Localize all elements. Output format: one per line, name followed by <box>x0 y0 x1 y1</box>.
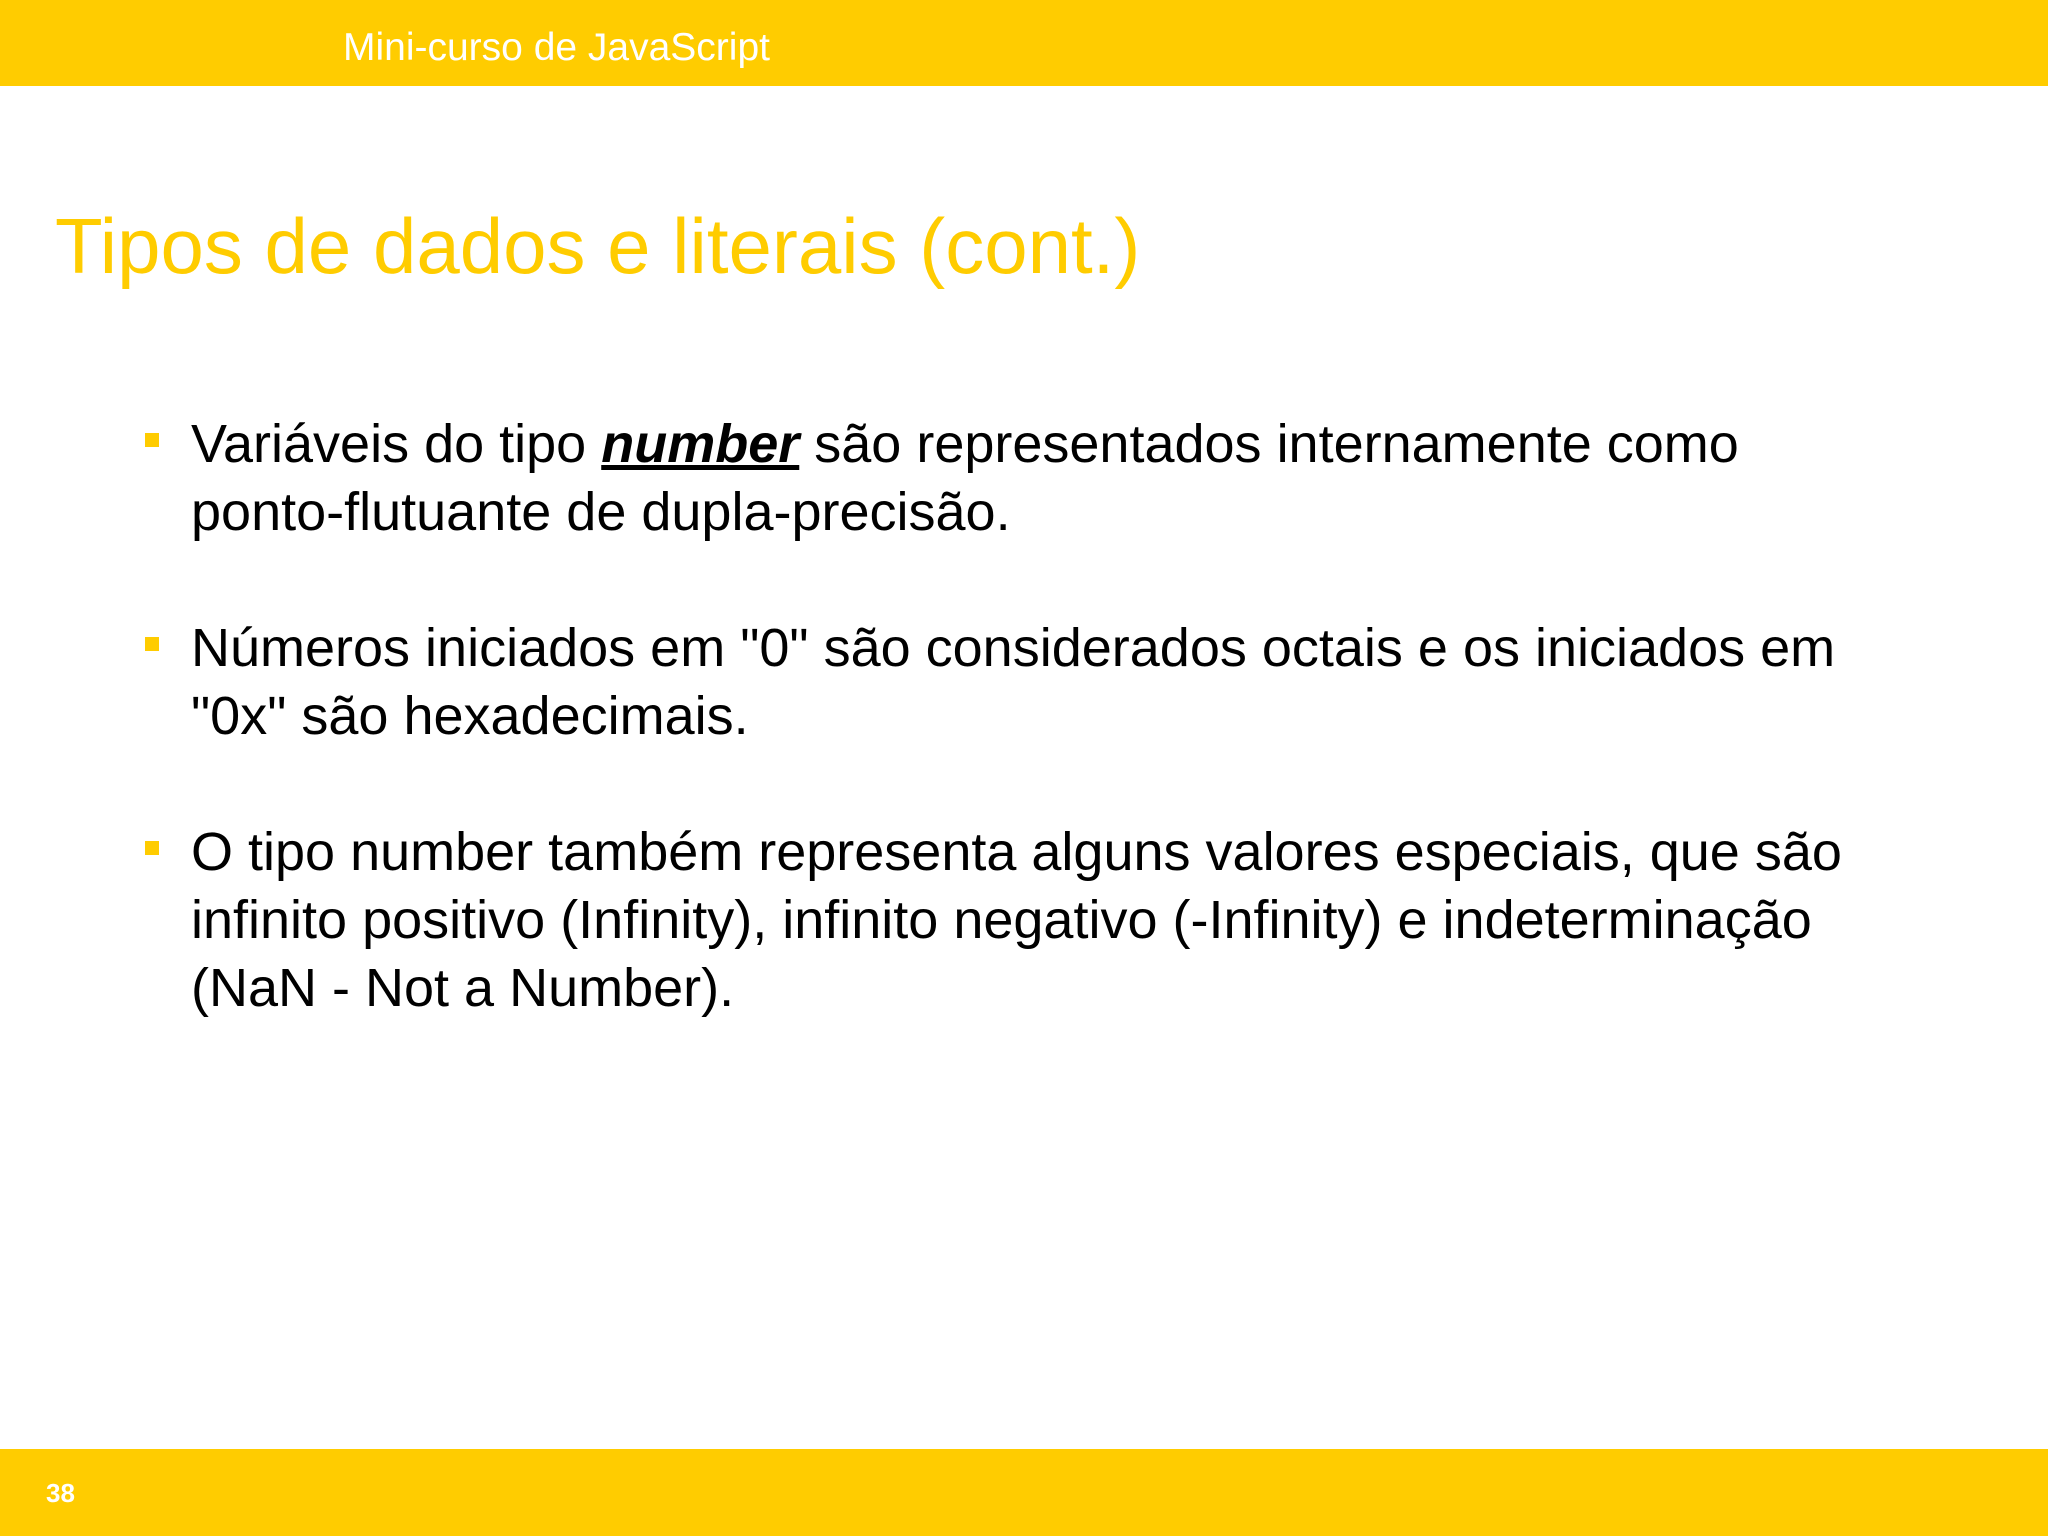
slide-title: Tipos de dados e literais (cont.) <box>55 202 1141 290</box>
square-bullet-icon <box>145 637 159 651</box>
bullet-item <box>143 818 1903 1022</box>
bullet-text: O tipo number também representa alguns valores especiais, que são infinito positivo (Infinity), infinito negativo (-Infinity) e indeterminação (NaN - Not a Number). <box>191 822 1842 1018</box>
footer-bar <box>0 1449 2048 1536</box>
bullet-text: Números iniciados em "0" são considerados octais e os iniciados em "0x" são hexadecimais. <box>191 618 1836 746</box>
bullet-text-after: são representados internamente como ponto-flutuante de dupla-precisão. <box>191 414 1739 542</box>
page-number: 38 <box>46 1478 75 1508</box>
keyword-number: number <box>601 414 800 474</box>
bullet-list <box>143 410 1903 1090</box>
header-bar <box>0 0 2048 86</box>
square-bullet-icon <box>145 433 159 447</box>
bullet-item <box>143 614 1903 750</box>
bullet-text-before: Variáveis do tipo <box>191 414 602 474</box>
course-title: Mini-curso de JavaScript <box>343 26 770 69</box>
bullet-item <box>143 410 1903 546</box>
square-bullet-icon <box>145 841 159 855</box>
